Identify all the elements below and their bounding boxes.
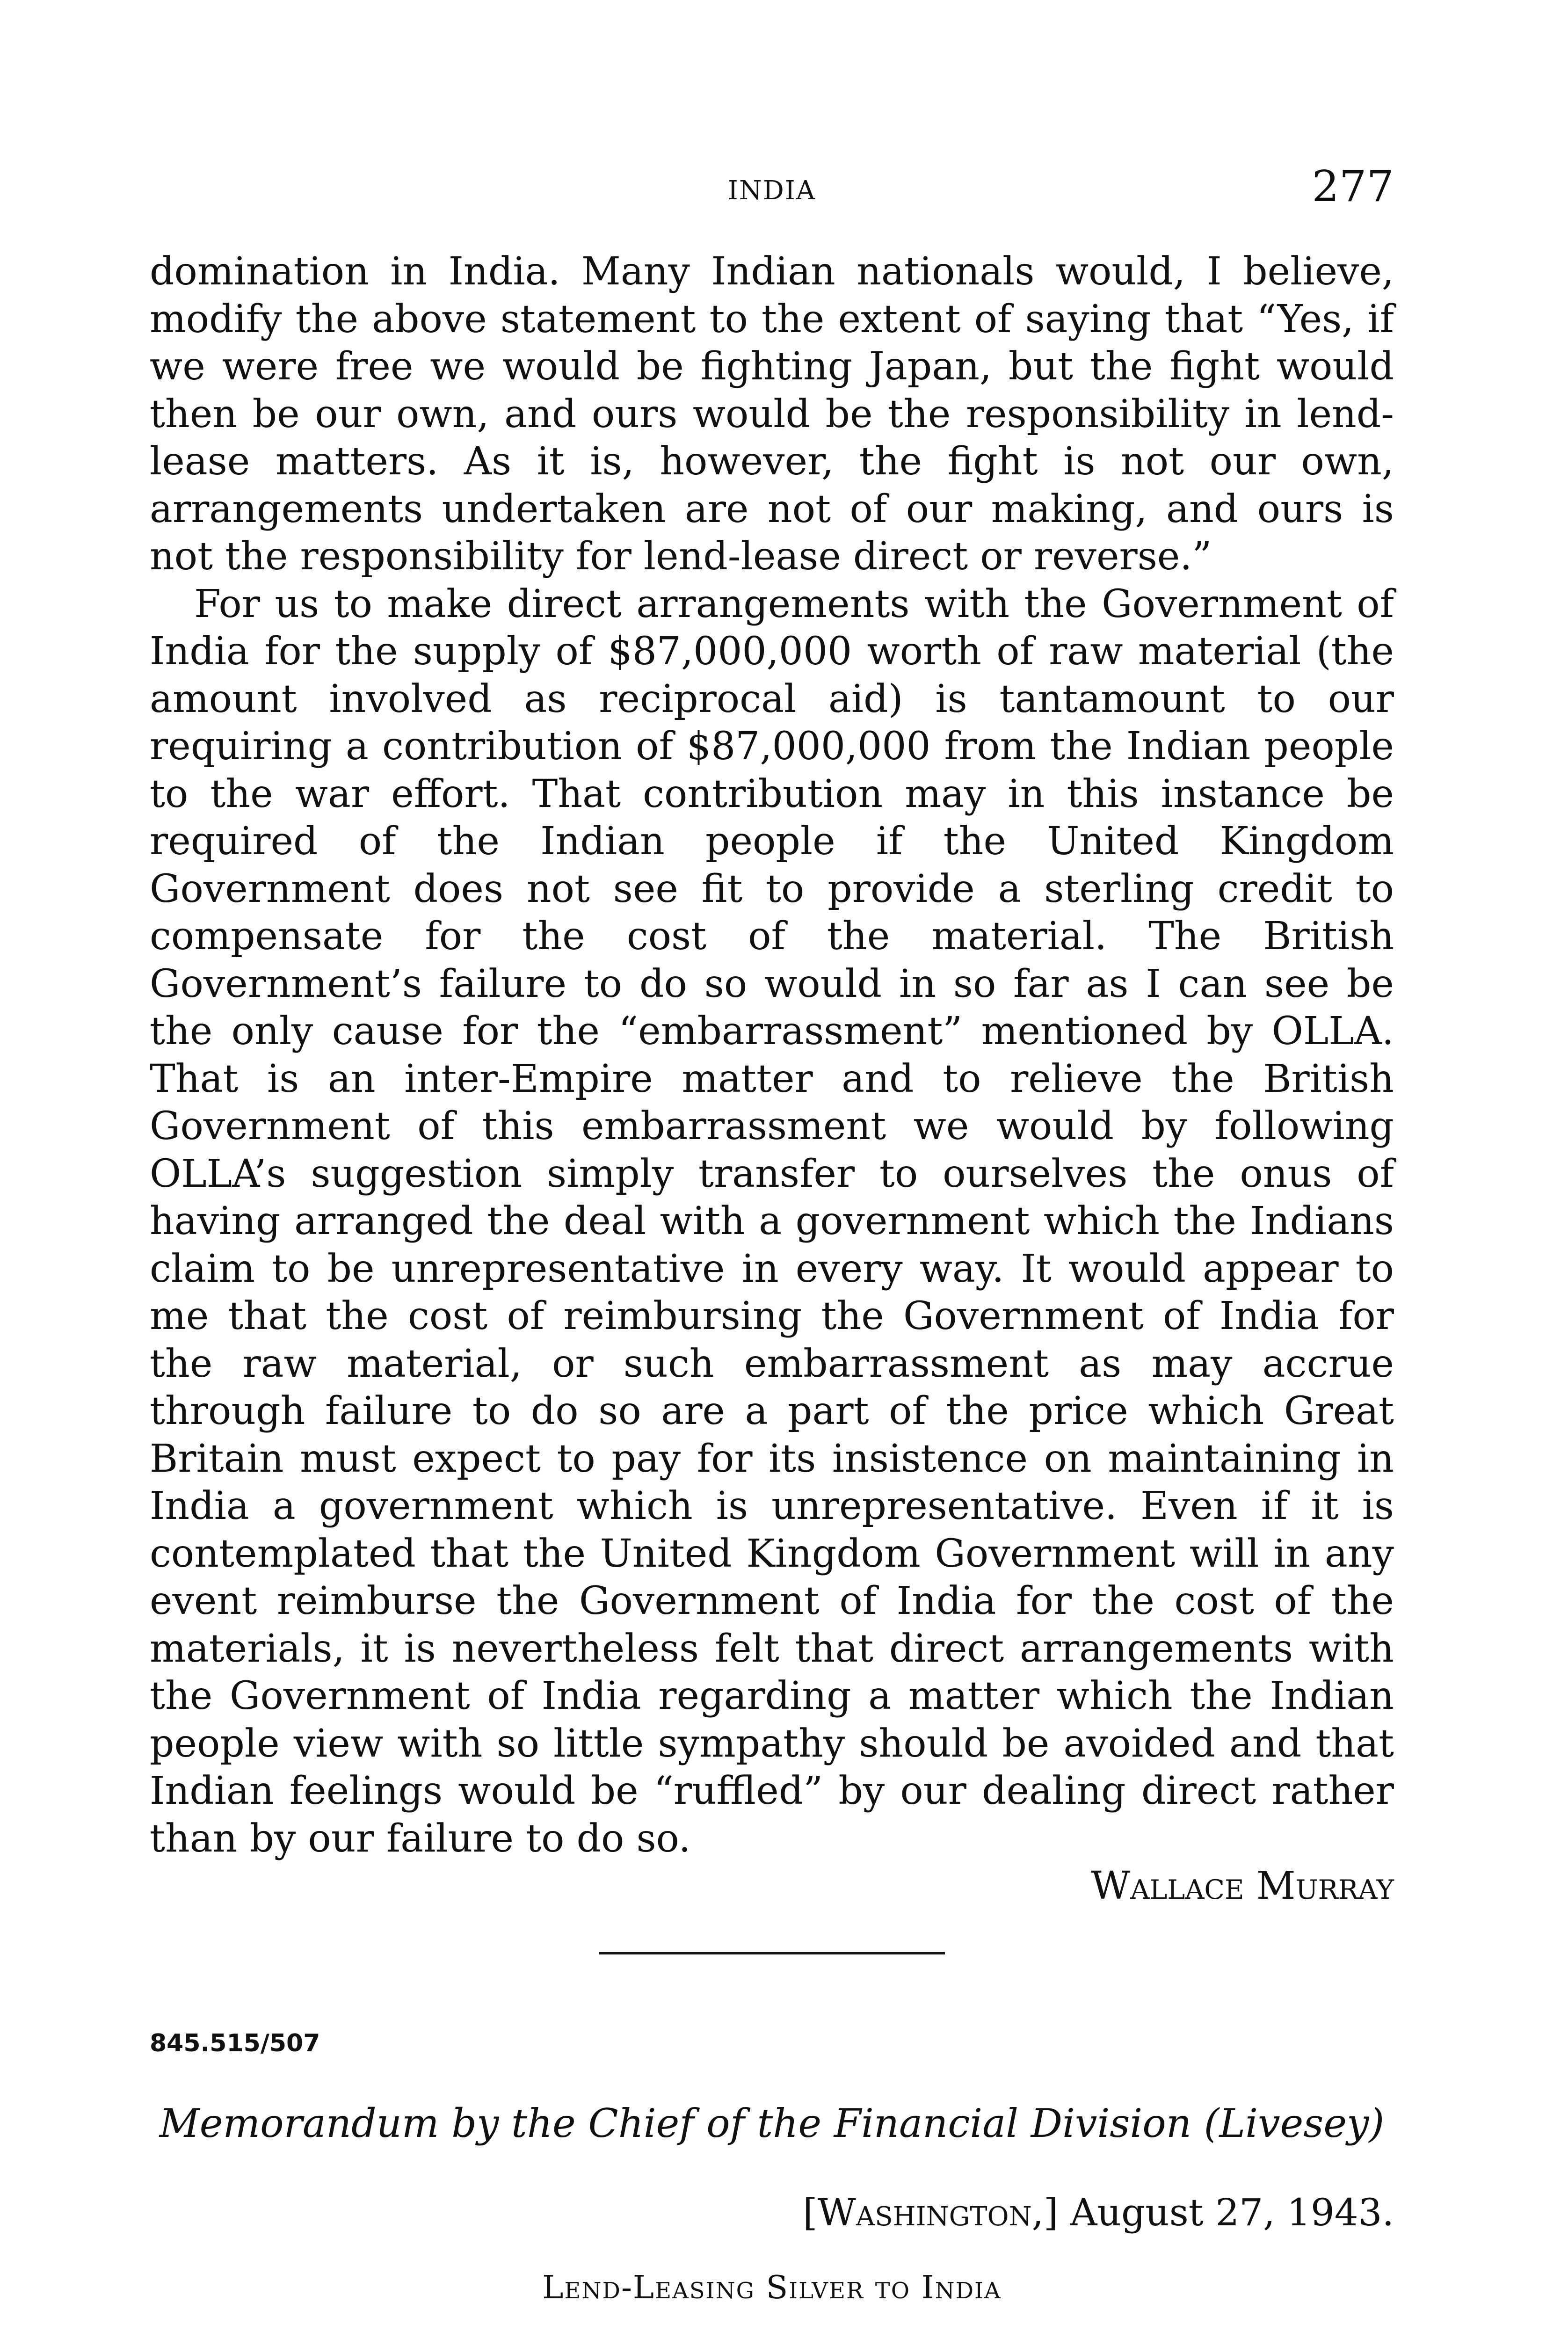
- running-head: [150, 161, 1394, 218]
- body-text: [150, 248, 1394, 2339]
- file-number: 845.515/507: [150, 2029, 320, 2057]
- document-title: Memorandum by the Chief of the Financial Division (Livesey): [159, 2100, 1385, 2146]
- dateline: [150, 2189, 1394, 2237]
- running-title: INDIA: [727, 175, 816, 206]
- section-heading: Lend-Leasing Silver to India: [542, 2269, 1002, 2306]
- continued-paragraph: domination in India. Many Indian nationals would, I believe, modify the above statement to the extent of saying that “Yes, if we were free we would be fighting Japan, but the fight would then be our own, and ours would be the responsibility in lend-lease matters. As it is, however, the fight is not our own, arrangements undertaken are not of our making, and ours is not the responsibility for lend-lease direct or reverse.”: [150, 249, 1394, 579]
- dateline-date: August 27, 1943.: [1070, 2190, 1394, 2234]
- signature: Wallace Murray: [1091, 1864, 1394, 1908]
- body-paragraph: For us to make direct arrangements with the Government of India for the supply of $87,000,000 worth of raw material (the amount involved as reciprocal aid) is tantamount to our requiring a contribution of $87,000,000 from the Indian people to the war effort. That contribution may in this instance be required of the Indian people if the United Kingdom Government does not see fit to provide a sterling credit to compensate for the cost of the material. The British Government’s failure to do so would in so far as I can see be the only cause for the “embarrassment” mentioned by OLLA. That is an inter-Empire matter and to relieve the British Government of this embarrassment we would by following OLLA’s suggestion simply transfer to ourselves the onus of having arranged the deal with a government which the Indians claim to be unrepresentative in every way. It would appear to me that the cost of reimbursing the Government of India for the raw material, or such embarrassment as may accrue through failure to do so are a part of the price which Great Britain must expect to pay for its insistence on maintaining in India a government which is unrepresentative. Even if it is contemplated that the United Kingdom Government will in any event reimburse the Government of India for the cost of the materials, it is nevertheless felt that direct arrangements with the Government of India regarding a matter which the Indian people view with so little sympathy should be avoided and that Indian feelings would be “ruffled” by our dealing direct rather than by our failure to do so.: [150, 581, 1394, 1861]
- dateline-place: [Washington,]: [803, 2190, 1059, 2234]
- section-divider: [599, 1952, 945, 1954]
- page-number: 277: [1312, 161, 1394, 211]
